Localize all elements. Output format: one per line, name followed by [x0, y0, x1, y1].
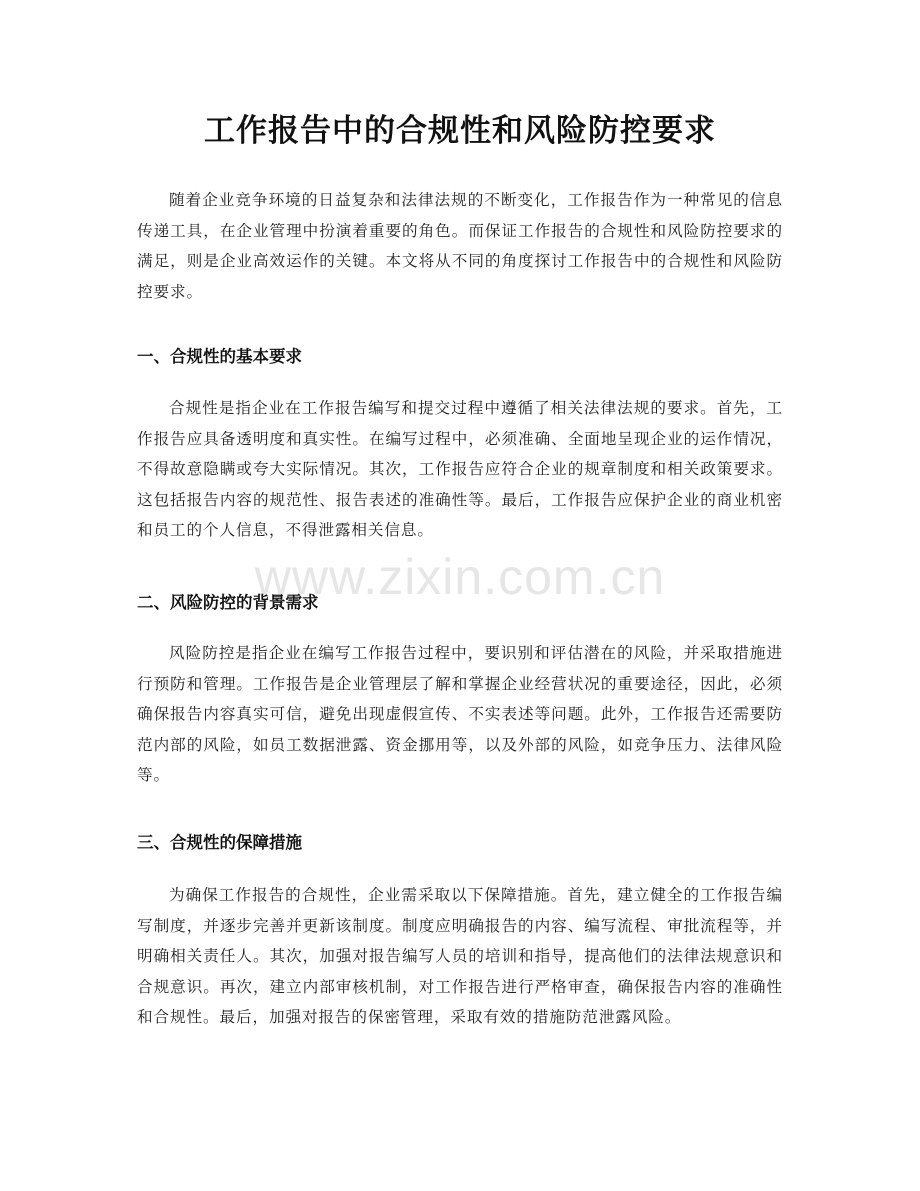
- section-body-3: 为确保工作报告的合规性，企业需采取以下保障措施。首先，建立健全的工作报告编写制度，并逐步完善并更新该制度。制度应明确报告的内容、编写流程、审批流程等，并明确相关责任人。其次，加强对报告编写人员的培训和指导，提高他们的法律法规意识和合规意识。再次，建立内部审核机制，对工作报告进行严格审查，确保报告内容的准确性和合规性。最后，加强对报告的保密管理，采取有效的措施防范泄露风险。: [137, 886, 783, 1027]
- section-body-1: 合规性是指企业在工作报告编写和提交过程中遵循了相关法律法规的要求。首先，工作报告应具备透明度和真实性。在编写过程中，必须准确、全面地呈现企业的运作情况，不得故意隐瞒或夸大实际情况。其次，工作报告应符合企业的规章制度和相关政策要求。这包括报告内容的规范性、报告表述的准确性等。最后，工作报告应保护企业的商业机密和员工的个人信息，不得泄露相关信息。: [137, 399, 783, 540]
- section-heading-3: 三、合规性的保障措施: [137, 833, 302, 852]
- section-heading-1: 一、合规性的基本要求: [137, 347, 302, 366]
- document-title: 工作报告中的合规性和风险防控要求: [204, 113, 716, 149]
- watermark-text: www.zixin.com.cn: [254, 549, 666, 605]
- intro-paragraph: 随着企业竞争环境的日益复杂和法律法规的不断变化，工作报告作为一种常见的信息传递工具，在企业管理中扮演着重要的角色。而保证工作报告的合规性和风险防控要求的满足，则是企业高效运作的关键。本文将从不同的角度探讨工作报告中的合规性和风险防控要求。: [137, 191, 783, 301]
- section-heading-2: 二、风险防控的背景需求: [137, 593, 319, 612]
- section-body-2: 风险防控是指企业在编写工作报告过程中，要识别和评估潜在的风险，并采取措施进行预防和管理。工作报告是企业管理层了解和掌握企业经营状况的重要途径，因此，必须确保报告内容真实可信，避免出现虚假宣传、不实表述等问题。此外，工作报告还需要防范内部的风险，如员工数据泄露、资金挪用等，以及外部的风险，如竞争压力、法律风险等。: [137, 644, 783, 785]
